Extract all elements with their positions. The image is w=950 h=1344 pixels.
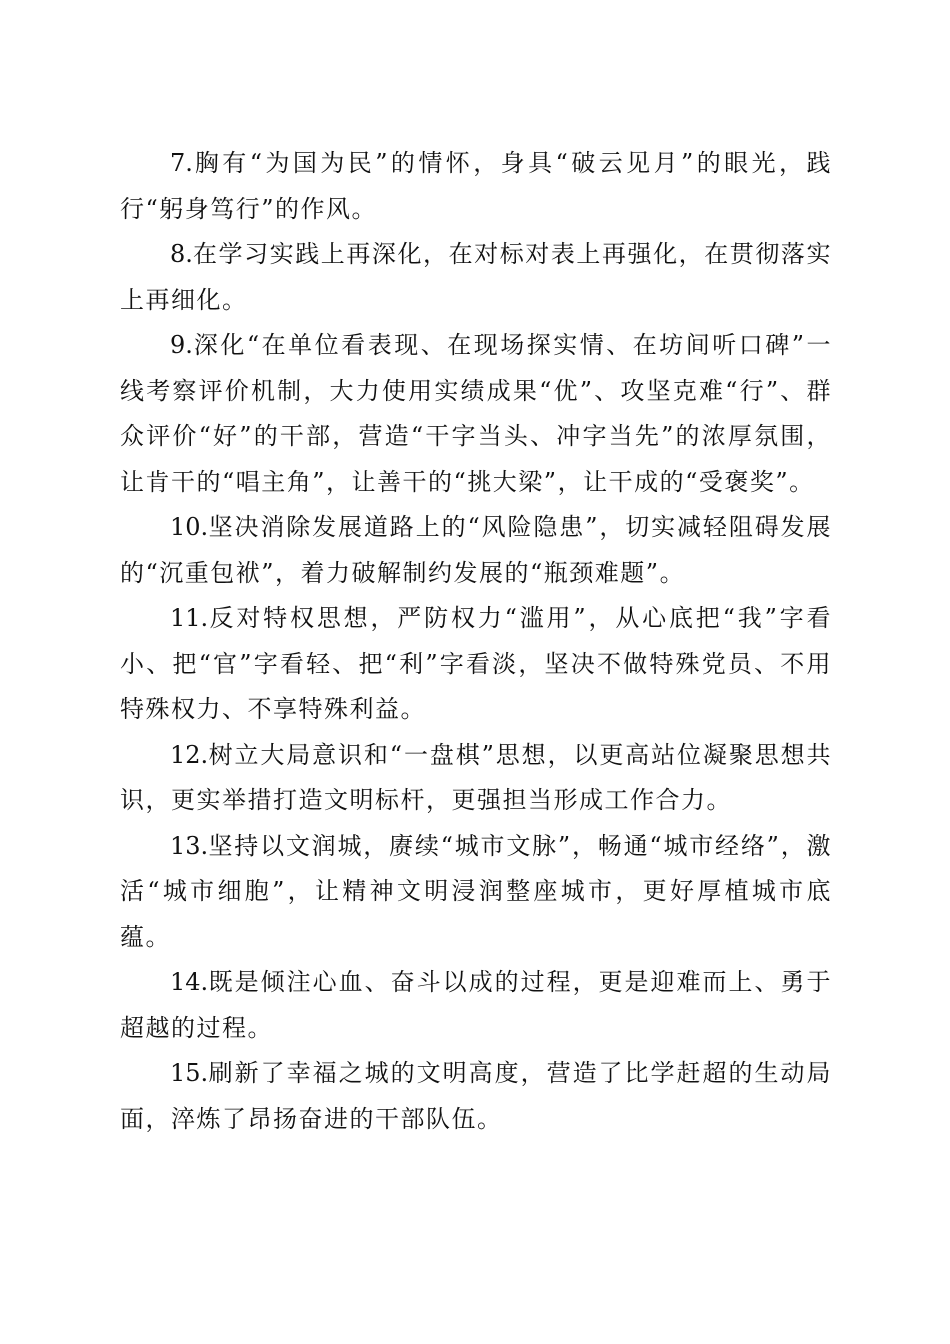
paragraph-number: 7. [170,149,193,177]
paragraph-number: 13. [170,831,209,860]
paragraph-number: 8. [170,240,193,268]
paragraph-15 [120,1051,832,1142]
paragraph-number: 12. [170,740,209,769]
paragraph-text: 胸有“为国为民”的情怀，身具“破云见月”的眼光，践行“躬身笃行”的作风。 [120,149,832,223]
paragraph-number: 11. [170,604,209,632]
paragraph-number: 9. [170,331,193,359]
paragraph-12 [120,733,832,824]
paragraph-number: 15. [170,1059,209,1087]
paragraph-text: 刷新了幸福之城的文明高度，营造了比学赶超的生动局面，淬炼了昂扬奋进的干部队伍。 [120,1059,832,1133]
paragraph-number: 10. [170,513,209,541]
paragraph-13 [120,824,832,961]
paragraph-number: 14. [170,968,209,996]
paragraph-text: 在学习实践上再深化，在对标对表上再强化，在贯彻落实上再细化。 [120,240,832,314]
paragraph-10 [120,505,832,596]
paragraph-text: 反对特权思想，严防权力“滥用”，从心底把“我”字看小、把“官”字看轻、把“利”字看淡，坚决不做特殊党员、不用特殊权力、不享特殊利益。 [120,604,832,723]
paragraph-text: 坚决消除发展道路上的“风险隐患”，切实减轻阻碍发展的“沉重包袱”，着力破解制约发展的“瓶颈难题”。 [120,513,832,587]
paragraph-7 [120,141,832,232]
paragraph-text: 深化“在单位看表现、在现场探实情、在坊间听口碑”一线考察评价机制，大力使用实绩成果“优”、攻坚克难“行”、群众评价“好”的干部，营造“干字当头、冲字当先”的浓厚氛围，让肯干的“唱主角”，让善干的“挑大梁”，让干成的“受褒奖”。 [120,331,832,496]
paragraph-14 [120,960,832,1051]
paragraph-text: 树立大局意识和“一盘棋”思想，以更高站位凝聚思想共识，更实举措打造文明标杆，更强担当形成工作合力。 [120,740,832,814]
paragraph-11 [120,596,832,733]
paragraph-9 [120,323,832,505]
document-body [120,141,832,1142]
paragraph-text: 既是倾注心血、奋斗以成的过程，更是迎难而上、勇于超越的过程。 [120,968,832,1042]
paragraph-text: 坚持以文润城，赓续“城市文脉”，畅通“城市经络”，激活“城市细胞”，让精神文明浸润整座城市，更好厚植城市底蕴。 [120,831,832,951]
paragraph-8 [120,232,832,323]
